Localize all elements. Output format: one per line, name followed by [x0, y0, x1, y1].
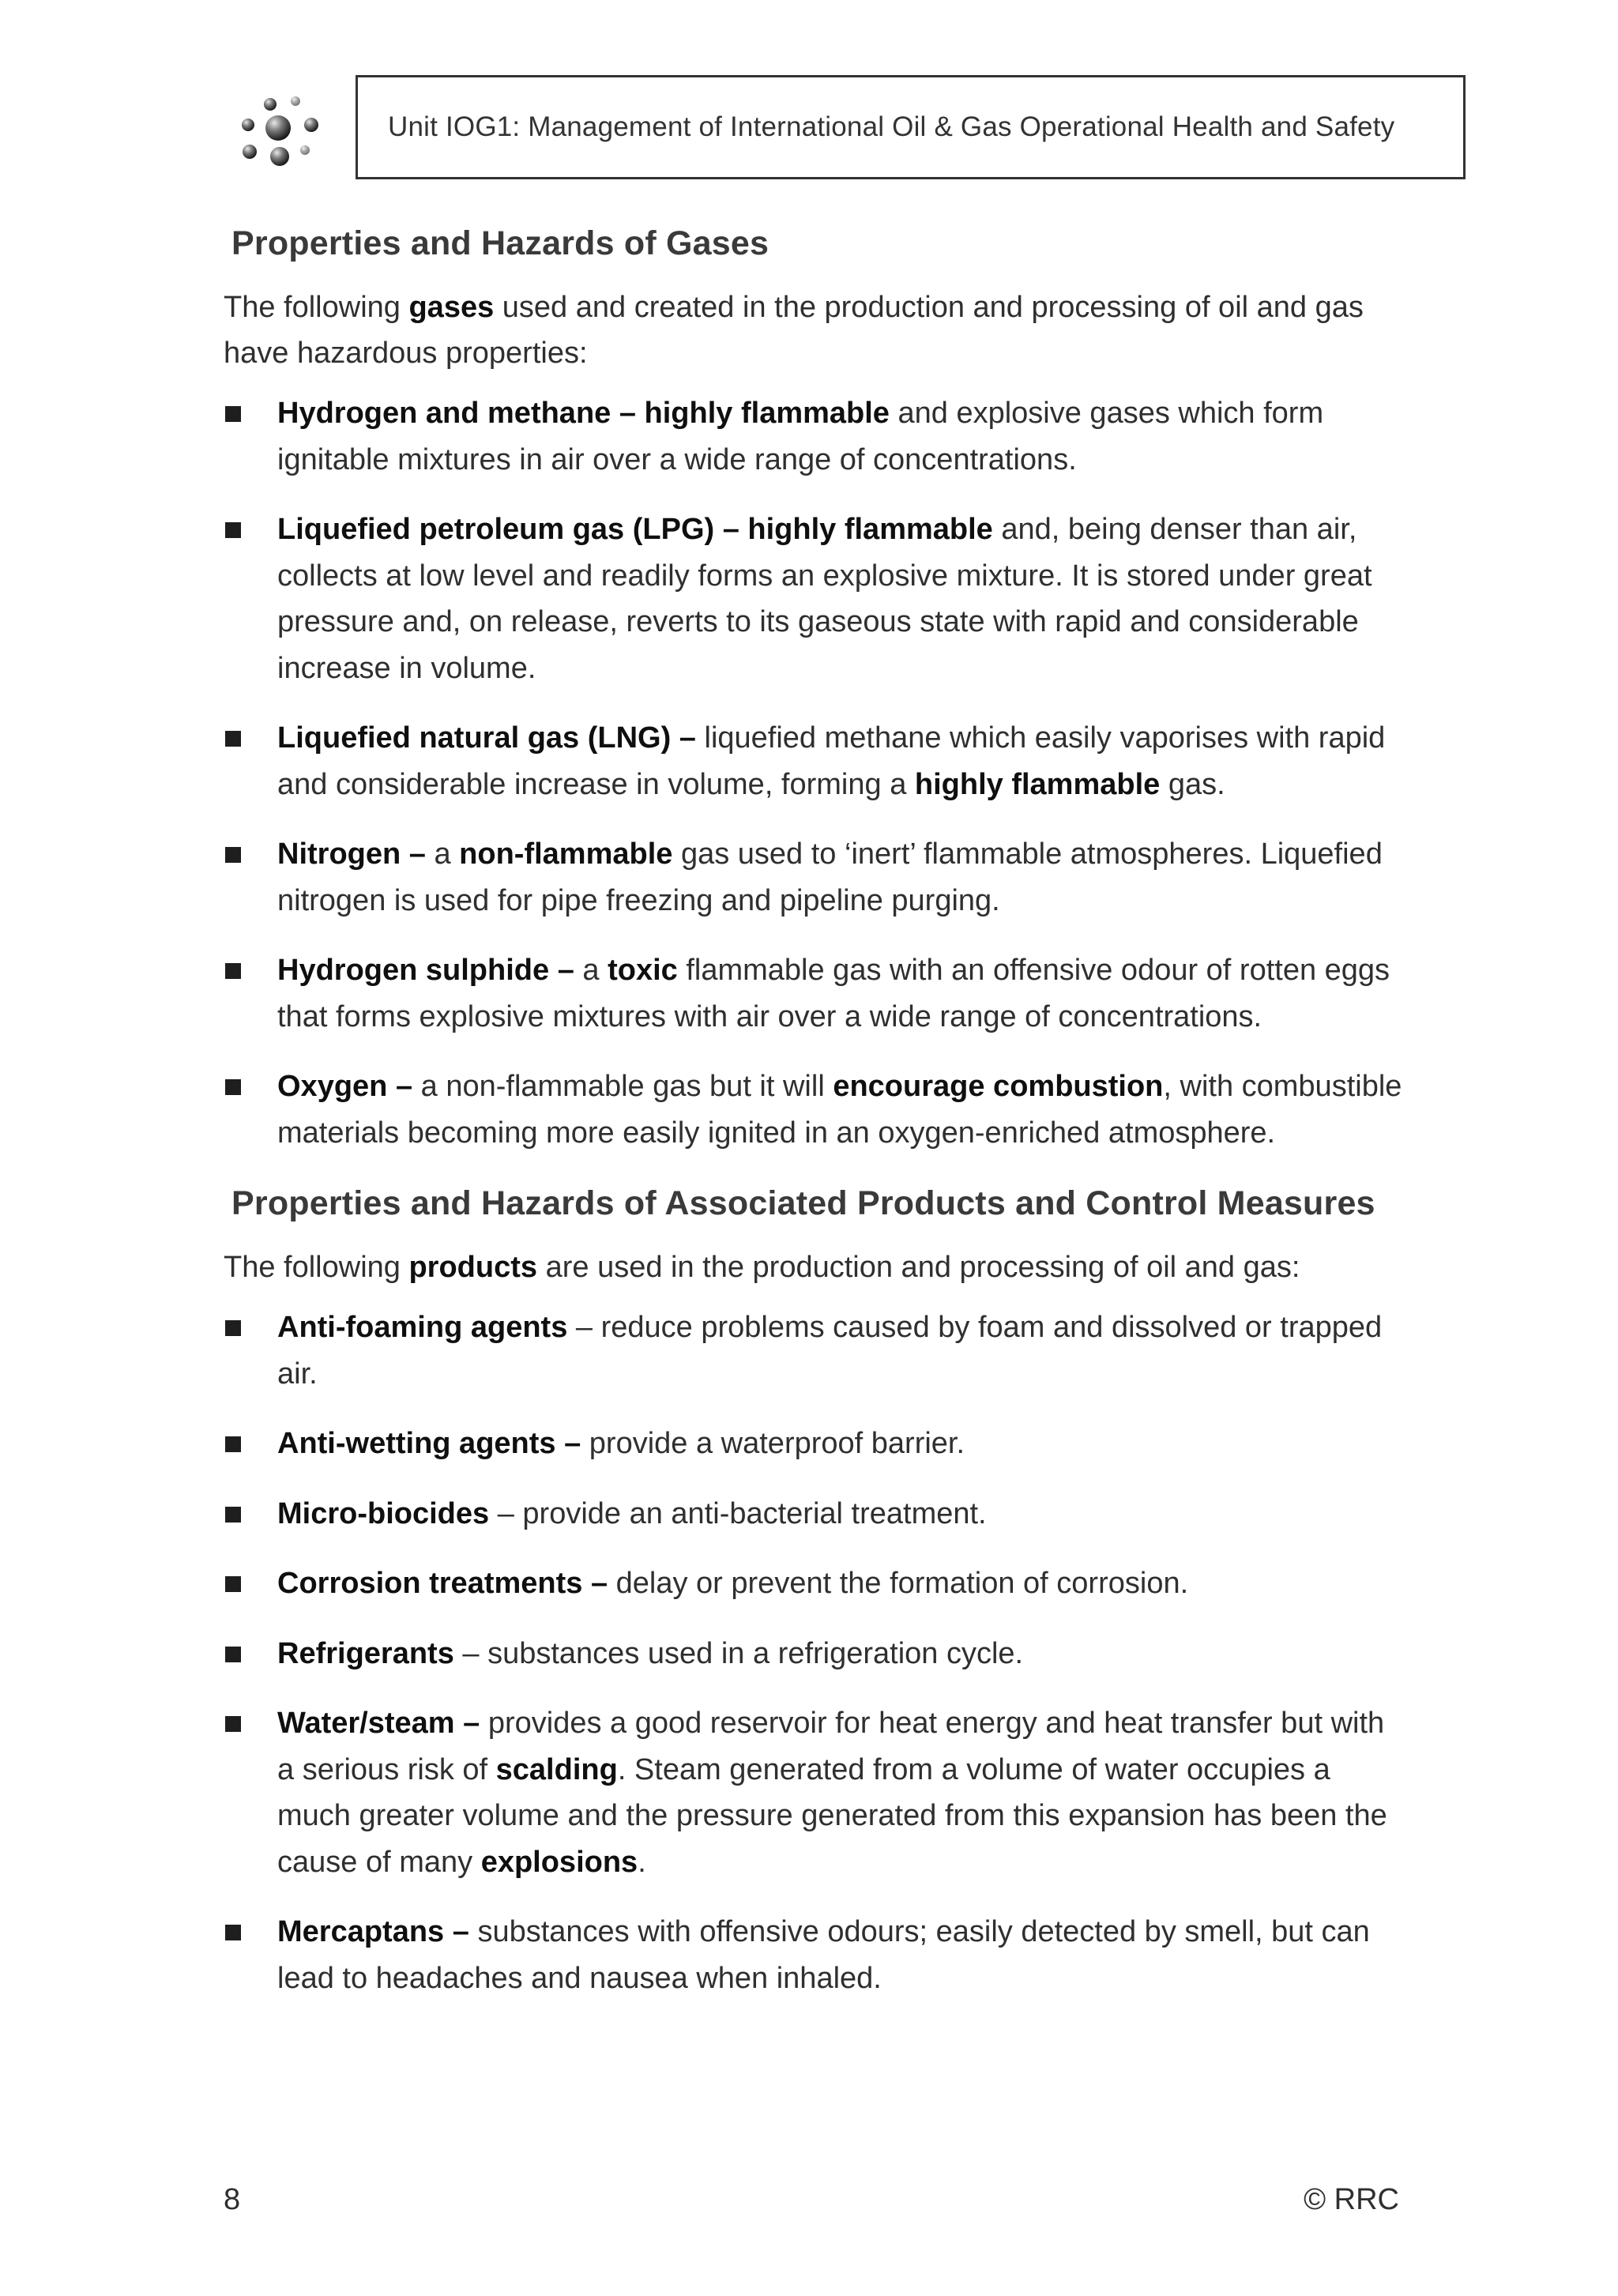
- text-run: The following: [224, 291, 409, 324]
- list-item: [224, 1304, 1409, 1397]
- section-heading-products: Properties and Hazards of Associated Products and Control Measures: [231, 1184, 1375, 1222]
- section-heading-gases: Properties and Hazards of Gases: [231, 224, 769, 262]
- square-bullet-icon: [225, 1320, 241, 1336]
- bold-term: Water/steam –: [277, 1707, 480, 1740]
- list-item: [224, 390, 1409, 483]
- gases-intro: [224, 284, 1409, 376]
- text-run: – substances used in a refrigeration cycle.: [453, 1636, 1024, 1670]
- text-run: provides a good reservoir for heat energy and heat transfer but with a serious risk of: [277, 1707, 1385, 1786]
- bold-term: Anti-wetting agents –: [277, 1427, 581, 1460]
- products-list: [224, 1304, 1409, 2001]
- square-bullet-icon: [225, 1647, 241, 1662]
- text-run: – reduce problems caused by foam and dissolved or trapped air.: [277, 1311, 1383, 1391]
- text-run: flammable gas with an offensive odour of rotten eggs that forms explosive mixtures with air over a wide range of concentrations.: [277, 954, 1390, 1033]
- square-bullet-icon: [225, 522, 241, 538]
- bold-term: Mercaptans –: [277, 1915, 469, 1948]
- list-item: [224, 1421, 1409, 1467]
- text-run: used and created in the production and processing of oil and gas have hazardous properties:: [224, 291, 1364, 370]
- bold-term: encourage combustion: [833, 1070, 1164, 1103]
- list-item: [224, 715, 1409, 807]
- text-run: and explosive gases which form ignitable mixtures in air over a wide range of concentrations.: [277, 397, 1324, 476]
- text-run: The following: [224, 1251, 409, 1284]
- list-item: [224, 1631, 1409, 1677]
- text-run: .: [638, 1845, 646, 1879]
- bold-term: Refrigerants: [277, 1636, 454, 1670]
- square-bullet-icon: [225, 406, 241, 422]
- text-run: gas used to ‘inert’ flammable atmospheres. Liquefied nitrogen is used for pipe freezing and pipeline purging.: [277, 837, 1383, 917]
- document-body: [224, 220, 1409, 2025]
- square-bullet-icon: [225, 1436, 241, 1452]
- text-run: a: [425, 837, 460, 871]
- unit-header: [356, 75, 1466, 179]
- text-run: gas.: [1160, 767, 1225, 801]
- products-intro: [224, 1244, 1409, 1290]
- list-item: [224, 1700, 1409, 1885]
- text-run: a non-flammable gas but it will: [412, 1070, 833, 1103]
- text-run: liquefied methane which easily vaporises with rapid and considerable increase in volume, forming a: [277, 721, 1386, 801]
- bold-term: Micro-biocides: [277, 1496, 490, 1530]
- page-number: 8: [224, 2183, 241, 2216]
- bold-term: Hydrogen sulphide –: [277, 954, 574, 987]
- text-run: and, being denser than air, collects at low level and readily forms an explosive mixture. It is stored under great pressure and, on release, reverts to its gaseous state with rapid and considerable increase in volume.: [277, 513, 1372, 685]
- bold-term: toxic: [608, 954, 678, 987]
- square-bullet-icon: [225, 963, 241, 979]
- text-run: delay or prevent the formation of corrosion.: [608, 1567, 1189, 1600]
- text-run: a: [574, 954, 608, 987]
- bold-term: Oxygen –: [277, 1070, 413, 1103]
- list-item: [224, 947, 1409, 1040]
- bold-term: non-flammable: [459, 837, 673, 871]
- bold-term: highly flammable: [914, 767, 1161, 801]
- text-run: – provide an anti-bacterial treatment.: [489, 1496, 987, 1530]
- unit-title: Unit IOG1: Management of International Oil & Gas Operational Health and Safety: [388, 111, 1395, 142]
- bold-term: Liquefied natural gas (LNG) –: [277, 721, 696, 755]
- bold-term: Anti-foaming agents: [277, 1311, 568, 1344]
- square-bullet-icon: [225, 1925, 241, 1940]
- text-run: substances with offensive odours; easily detected by smell, but can lead to headaches and nausea when inhaled.: [277, 1915, 1370, 1995]
- bold-term: products: [408, 1251, 538, 1284]
- molecule-logo-icon: [235, 93, 330, 169]
- list-item: [224, 1909, 1409, 2001]
- list-item: [224, 1491, 1409, 1538]
- bold-term: Nitrogen –: [277, 837, 426, 871]
- text-run: provide a waterproof barrier.: [581, 1427, 965, 1460]
- text-run: are used in the production and processing of oil and gas:: [537, 1251, 1300, 1284]
- bold-term: explosions: [480, 1845, 638, 1879]
- square-bullet-icon: [225, 1716, 241, 1732]
- text-run: , with combustible materials becoming more easily ignited in an oxygen-enriched atmosphere.: [277, 1070, 1402, 1150]
- copyright: © RRC: [1304, 2183, 1399, 2216]
- gases-list: [224, 390, 1409, 1156]
- list-item: [224, 1560, 1409, 1607]
- bold-term: gases: [408, 291, 495, 324]
- list-item: [224, 831, 1409, 924]
- square-bullet-icon: [225, 847, 241, 863]
- square-bullet-icon: [225, 1576, 241, 1592]
- bold-term: Hydrogen and methane – highly flammable: [277, 397, 890, 430]
- square-bullet-icon: [225, 731, 241, 747]
- list-item: [224, 506, 1409, 691]
- bold-term: Liquefied petroleum gas (LPG) – highly flammable: [277, 513, 993, 546]
- bold-term: scalding: [495, 1752, 618, 1786]
- list-item: [224, 1063, 1409, 1156]
- text-run: . Steam generated from a volume of water occupies a much greater volume and the pressure generated from this expansion has been the cause of many: [277, 1752, 1387, 1879]
- bold-term: Corrosion treatments –: [277, 1567, 608, 1600]
- square-bullet-icon: [225, 1507, 241, 1523]
- square-bullet-icon: [225, 1079, 241, 1095]
